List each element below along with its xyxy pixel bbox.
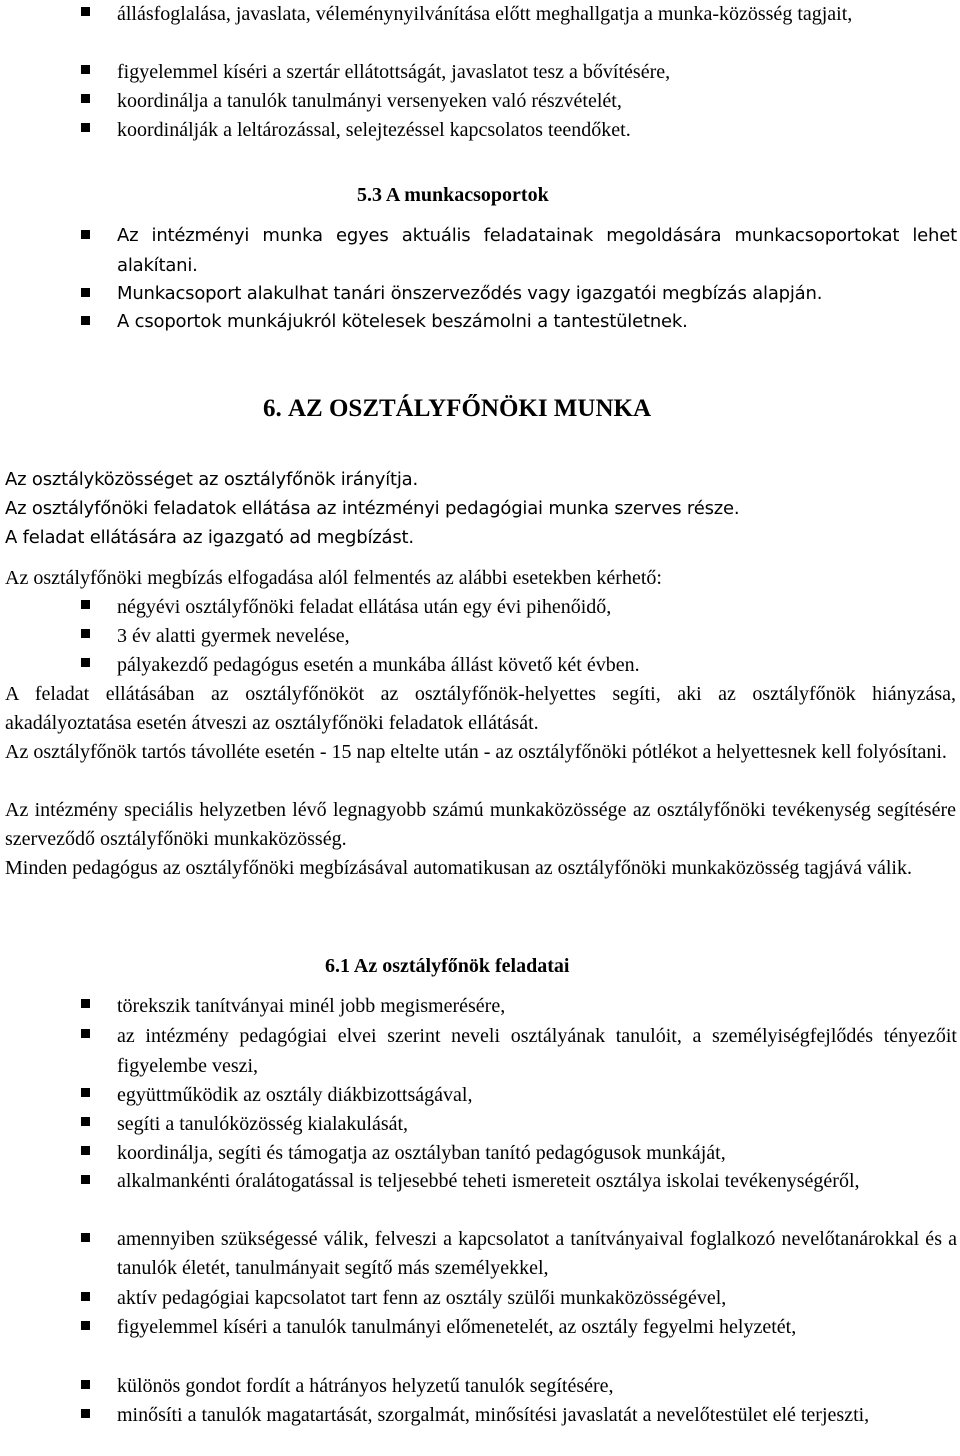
list-item: az intézmény pedagógiai elvei szerint neveli osztályának tanulóit, a személyiségfejlődés tényezőit figyelembe veszi,	[117, 1025, 957, 1077]
bullet-icon	[81, 1321, 90, 1330]
list-item: törekszik tanítványai minél jobb megismerésére,	[117, 995, 506, 1017]
list-item: állásfoglalása, javaslata, véleménynyilvánítása előtt meghallgatja a munka-közösség tagjait,	[117, 3, 853, 25]
bullet-icon	[81, 7, 90, 16]
list-item: aktív pedagógiai kapcsolatot tart fenn az osztály szülői munkaközösségével,	[117, 1287, 727, 1309]
list-item: amennyiben szükségessé válik, felveszi a kapcsolatot a tanítványaival foglalkozó nevelőtanárokkal és a tanulók életét, tanulmányait segítő más személyekkel,	[117, 1228, 957, 1279]
intro-line: Az osztályfőnöki feladatok ellátása az intézményi pedagógiai munka szerves része.	[5, 498, 740, 519]
paragraph: Az osztályfőnök tartós távolléte esetén - 15 nap eltelte után - az osztályfőnöki pótlékot a helyettesnek kell folyósítani.	[5, 741, 947, 763]
bullet-icon	[81, 1146, 90, 1155]
bullet-icon	[81, 1292, 90, 1301]
section-heading-6	[263, 392, 651, 426]
list-item: különös gondot fordít a hátrányos helyzetű tanulók segítésére,	[117, 1375, 614, 1397]
bullet-icon	[81, 1233, 90, 1242]
bullet-icon	[81, 629, 90, 638]
bullet-icon	[81, 123, 90, 132]
section-heading-5-3: 5.3 A munkacsoportok	[357, 184, 549, 206]
exemption-lead: Az osztályfőnöki megbízás elfogadása alól felmentés az alábbi esetekben kérhető:	[5, 567, 662, 589]
list-item: koordinálja a tanulók tanulmányi versenyeken való részvételét,	[117, 90, 622, 112]
bullet-icon	[81, 1380, 90, 1389]
bullet-icon	[81, 658, 90, 667]
list-item: együttműködik az osztály diákbizottságával,	[117, 1084, 473, 1106]
list-item: 3 év alatti gyermek nevelése,	[117, 625, 350, 647]
paragraph: Minden pedagógus az osztályfőnöki megbízásával automatikusan az osztályfőnöki munkaközösség tagjává válik.	[5, 857, 912, 879]
intro-line: A feladat ellátására az igazgató ad megbízást.	[5, 527, 414, 548]
bullet-icon	[81, 1117, 90, 1126]
list-item: A csoportok munkájukról kötelesek beszámolni a tantestületnek.	[117, 311, 688, 332]
bullet-icon	[81, 1088, 90, 1097]
section-number: 6.	[263, 395, 282, 422]
list-item: koordinálja, segíti és támogatja az osztályban tanító pedagógusok munkáját,	[117, 1142, 726, 1164]
list-item: minősíti a tanulók magatartását, szorgalmát, minősítési javaslatát a nevelőtestület elé terjeszti,	[117, 1404, 870, 1426]
section-heading-6-1: 6.1 Az osztályfőnök feladatai	[325, 955, 570, 977]
bullet-icon	[81, 999, 90, 1008]
list-item: Munkacsoport alakulhat tanári önszerveződés vagy igazgatói megbízás alapján.	[117, 283, 823, 304]
bullet-icon	[81, 65, 90, 74]
bullet-icon	[81, 1409, 90, 1418]
list-item: figyelemmel kíséri a tanulók tanulmányi előmenetelét, az osztály fegyelmi helyzetét,	[117, 1316, 797, 1338]
bullet-icon	[81, 94, 90, 103]
list-item: segíti a tanulóközösség kialakulását,	[117, 1113, 409, 1135]
bullet-icon	[81, 600, 90, 609]
list-item: figyelemmel kíséri a szertár ellátottságát, javaslatot tesz a bővítésére,	[117, 61, 671, 83]
bullet-icon	[81, 230, 90, 239]
list-item: alkalmankénti óralátogatással is teljesebbé teheti ismereteit osztálya iskolai tevékenységéről,	[117, 1170, 860, 1192]
list-item: koordinálják a leltározással, selejtezéssel kapcsolatos teendőket.	[117, 119, 631, 141]
bullet-icon	[81, 1029, 90, 1038]
intro-line: Az osztályközösséget az osztályfőnök irányítja.	[5, 469, 419, 490]
bullet-icon	[81, 1175, 90, 1184]
paragraph: Az intézmény speciális helyzetben lévő legnagyobb számú munkaközössége az osztályfőnöki tevékenység segítésére szerveződő osztályfőnöki munkaközösség.	[5, 799, 956, 850]
bullet-icon	[81, 288, 90, 297]
list-item: pályakezdő pedagógus esetén a munkába állást követő két évben.	[117, 654, 640, 676]
section-title: AZ OSZTÁLYFŐNÖKI MUNKA	[288, 395, 652, 422]
bullet-icon	[81, 316, 90, 325]
paragraph: A feladat ellátásában az osztályfőnököt az osztályfőnök-helyettes segíti, aki az osztályfőnök hiányzása, akadályoztatása esetén átveszi az osztályfőnöki feladatok ellátását.	[5, 683, 956, 734]
list-item: Az intézményi munka egyes aktuális feladatainak megoldására munkacsoportokat lehet alakítani.	[117, 225, 957, 276]
list-item: négyévi osztályfőnöki feladat ellátása után egy évi pihenőidő,	[117, 596, 612, 618]
